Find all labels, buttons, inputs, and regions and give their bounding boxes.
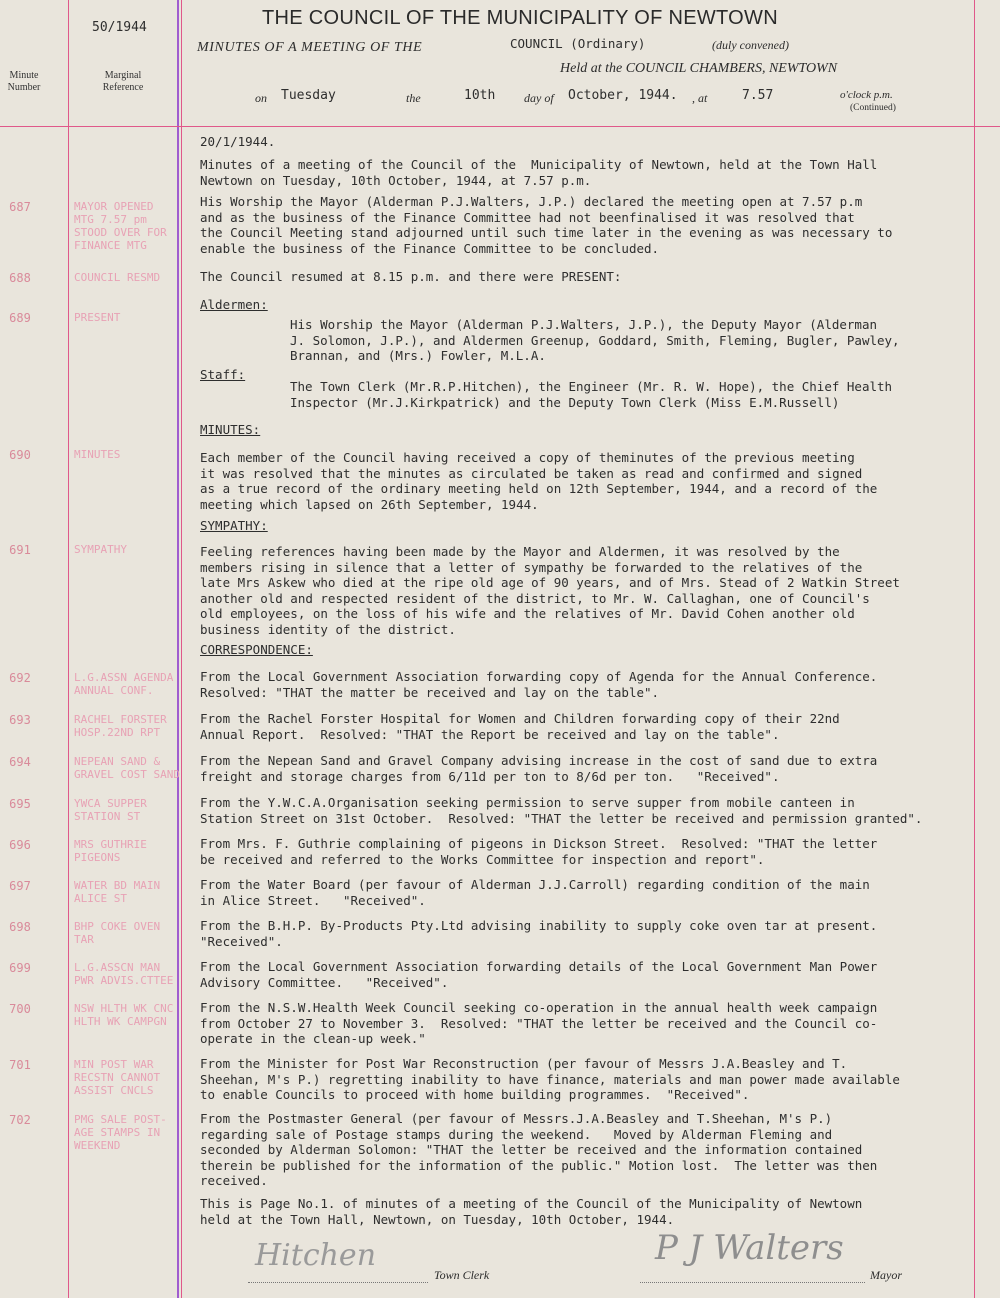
marginal-reference: WATER BD MAIN ALICE ST	[74, 879, 161, 905]
marginal-reference: MRS GUTHRIE PIGEONS	[74, 838, 147, 864]
minute-text: From the Rachel Forster Hospital for Women and Children forwarding copy of their 22nd Annual Report. Resolved: "THAT the Report be received and lay on the table".	[200, 711, 840, 742]
staff-list: The Town Clerk (Mr.R.P.Hitchen), the Engineer (Mr. R. W. Hope), the Chief Health Inspector (Mr.J.Kirkpatrick) and the Deputy Town Clerk (Miss E.M.Russell)	[290, 379, 893, 410]
minute-text: From the N.S.W.Health Week Council seeking co-operation in the annual health week campaign from October 27 to November 3. Resolved: "THAT the letter be received and the Council co- operate in the clean-up week."	[200, 1000, 878, 1046]
marginal-reference: L.G.ASSN AGENDA ANNUAL CONF.	[74, 671, 174, 697]
town-clerk-label: Town Clerk	[434, 1268, 490, 1282]
marginal-reference: PRESENT	[74, 311, 121, 324]
minute-text: From the B.H.P. By-Products Pty.Ltd advising inability to supply coke oven tar at present. "Received".	[200, 918, 878, 949]
oclock-label: o'clock p.m.	[840, 89, 893, 101]
on-label: on	[255, 91, 267, 105]
marginal-reference: SYMPATHY	[74, 543, 127, 556]
marginal-reference: RACHEL FORSTER HOSP.22ND RPT	[74, 713, 167, 739]
page-title: THE COUNCIL OF THE MUNICIPALITY OF NEWTOWN	[262, 7, 778, 29]
town-clerk-line	[248, 1282, 428, 1283]
aldermen-list: His Worship the Mayor (Alderman P.J.Walters, J.P.), the Deputy Mayor (Alderman J. Solomon, J.P.), and Aldermen Greenup, Goddard, Smith, Fleming, Bugler, Pawley, Brannan, and (Mrs.) Fowler, M.L.A.	[290, 317, 900, 363]
minute-number: 691	[9, 543, 31, 557]
margin-rule-1	[68, 0, 69, 1298]
marginal-reference: BHP COKE OVEN TAR	[74, 920, 161, 946]
staff-heading: Staff:	[200, 367, 246, 382]
minute-number: 688	[9, 271, 31, 285]
at-label: , at	[692, 91, 708, 105]
minute-number: 689	[9, 311, 31, 325]
marginal-reference: NSW HLTH WK CNC HLTH WK CAMPGN	[74, 1002, 174, 1028]
minute-number: 692	[9, 671, 31, 685]
minute-text: From the Water Board (per favour of Alderman J.J.Carroll) regarding condition of the main in Alice Street. "Received".	[200, 877, 870, 908]
marginal-reference: MAYOR OPENED MTG 7.57 pm STOOD OVER FOR FINANCE MTG	[74, 200, 167, 252]
minute-text: From the Local Government Association forwarding details of the Local Government Man Power Advisory Committee. "Received".	[200, 959, 878, 990]
minute-text: From Mrs. F. Guthrie complaining of pigeons in Dickson Street. Resolved: "THAT the letter be received and referred to the Works Committee for inspection and report".	[200, 836, 878, 867]
minute-number: 695	[9, 797, 31, 811]
header-rule	[0, 126, 1000, 127]
the-label: the	[406, 91, 421, 105]
marginal-reference: L.G.ASSCN MAN PWR ADVIS.CTTEE	[74, 961, 174, 987]
minute-number: 693	[9, 713, 31, 727]
marginal-reference: NEPEAN SAND & GRAVEL COST SAND	[74, 755, 180, 781]
continued-label: (Continued)	[850, 103, 896, 113]
margin-rule-3	[181, 0, 182, 1298]
town-clerk-signature: Hitchen	[255, 1238, 377, 1273]
mayor-line	[640, 1282, 865, 1283]
intro-paragraph: Minutes of a meeting of the Council of the Municipality of Newtown, held at the Town Hall Newtown on Tuesday, 10th October, 1944, at 7.57 p.m.	[200, 157, 878, 188]
marginal-reference: YWCA SUPPER STATION ST	[74, 797, 147, 823]
minute-number: 690	[9, 448, 31, 462]
minute-text: The Council resumed at 8.15 p.m. and there were PRESENT:	[200, 269, 622, 284]
minute-number-heading: Minute Number	[7, 70, 41, 93]
duly-convened: (duly convened)	[712, 38, 789, 52]
page-footer-note: This is Page No.1. of minutes of a meeting of the Council of the Municipality of Newtown held at the Town Hall, Newtown, on Tuesday, 10th October, 1944.	[200, 1196, 863, 1227]
minute-text: From the Postmaster General (per favour of Messrs.J.A.Beasley and T.Sheehan, M's P.) regarding sale of Postage stamps during the weekend. Moved by Alderman Fleming and seconded by Alderman Solomon: "THAT the letter be received and the information contained therein be published for the information of the public." Motion lost. The letter was then received.	[200, 1111, 878, 1188]
meeting-month-year: October, 1944.	[568, 88, 678, 103]
minute-number: 694	[9, 755, 31, 769]
margin-rule-2	[177, 0, 179, 1298]
minute-text: Feeling references having been made by the Mayor and Aldermen, it was resolved by the members rising in silence that a letter of sympathy be forwarded to the relatives of the late Mrs Askew who died at the ripe old age of 90 years, and of Mrs. Stead of 2 Watkin Street another old and respected resident of the district, to Mr. W. Callaghan, one of Council's old employees, on the loss of his wife and the relatives of Mr. David Cohen another old business identity of the district.	[200, 544, 900, 637]
marginal-reference: MINUTES	[74, 448, 121, 461]
marginal-reference-heading: Marginal Reference	[102, 70, 144, 93]
meeting-type: COUNCIL (Ordinary)	[510, 36, 646, 51]
minute-number: 701	[9, 1058, 31, 1072]
minute-number: 697	[9, 879, 31, 893]
minute-number: 687	[9, 200, 31, 214]
marginal-reference: COUNCIL RESMD	[74, 271, 161, 284]
minute-number: 699	[9, 961, 31, 975]
minute-number: 698	[9, 920, 31, 934]
held-at: Held at the COUNCIL CHAMBERS, NEWTOWN	[560, 61, 838, 76]
mayor-signature: P J Walters	[655, 1228, 844, 1268]
minute-text: From the Minister for Post War Reconstruction (per favour of Messrs J.A.Beasley and T. Sheehan, M's P.) regretting inability to have finance, materials and man power made available to enable Councils to proceed with home building programmes. "Received".	[200, 1056, 900, 1102]
meeting-weekday: Tuesday	[281, 88, 336, 103]
reference-date: 20/1/1944.	[200, 134, 276, 149]
marginal-reference: MIN POST WAR RECSTN CANNOT ASSIST CNCLS	[74, 1058, 161, 1097]
minute-text: Each member of the Council having received a copy of theminutes of the previous meeting it was resolved that the minutes as circulated be taken as read and confirmed and signed as a true record of the ordinary meeting held on 12th September, 1944, and a record of the meeting which lapsed on 26th September, 1944.	[200, 450, 878, 512]
minute-text: From the Nepean Sand and Gravel Company advising increase in the cost of sand due to extra freight and storage charges from 6/11d per ton to 8/6d per ton. "Received".	[200, 753, 878, 784]
minute-number: 696	[9, 838, 31, 852]
marginal-reference: PMG SALE POST- AGE STAMPS IN WEEKEND	[74, 1113, 167, 1152]
minute-number: 700	[9, 1002, 31, 1016]
meeting-day: 10th	[464, 88, 496, 103]
aldermen-heading: Aldermen:	[200, 297, 268, 312]
sympathy-heading: SYMPATHY:	[200, 518, 268, 533]
minute-text: His Worship the Mayor (Alderman P.J.Walters, J.P.) declared the meeting open at 7.57 p.m and as the business of the Finance Committee had not beenfinalised it was resolved that the Council Meeting stand adjourned until such time later in the evening as was necessary to enable the business of the Finance Committee to be concluded.	[200, 194, 893, 256]
correspondence-heading: CORRESPONDENCE:	[200, 642, 313, 657]
mayor-label: Mayor	[870, 1268, 902, 1282]
minute-number: 702	[9, 1113, 31, 1127]
minute-text: From the Local Government Association forwarding copy of Agenda for the Annual Conference. Resolved: "THAT the matter be received and lay on the table".	[200, 669, 878, 700]
doc-number: 50/1944	[92, 20, 147, 35]
minutes-heading: MINUTES:	[200, 422, 261, 437]
day-of-label: day of	[524, 91, 554, 105]
meeting-time: 7.57	[742, 88, 774, 103]
minutes-of-label: MINUTES OF A MEETING OF THE	[197, 40, 423, 55]
minute-text: From the Y.W.C.A.Organisation seeking permission to serve supper from mobile canteen in Station Street on 31st October. Resolved: "THAT the letter be received and permission granted".	[200, 795, 923, 826]
